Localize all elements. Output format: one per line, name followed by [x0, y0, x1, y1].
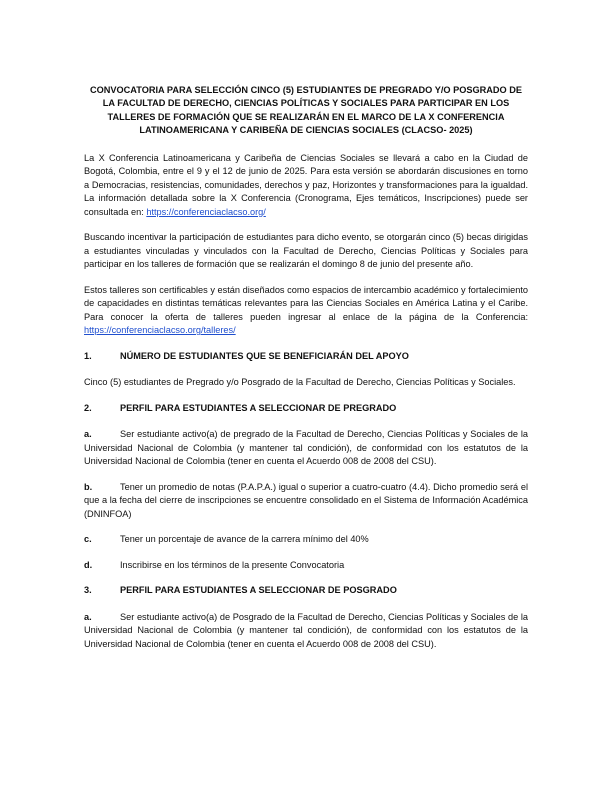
section-heading-1	[84, 350, 528, 364]
document-page	[84, 84, 528, 663]
intro-paragraph	[84, 152, 528, 220]
list-item	[84, 611, 528, 652]
item-text: Tener un promedio de notas (P.A.P.A.) igual o superior a cuatro-cuatro (4.4). Dicho promedio será el que a la fecha del cierre de inscripciones se encuentre consolidado en el Sistema de Información Académica (DNINFOA)	[84, 481, 528, 519]
item-letter: b.	[84, 481, 93, 492]
item-letter: d.	[84, 559, 93, 570]
intro-text: La X Conferencia Latinoamericana y Caribeña de Ciencias Sociales se llevará a cabo en la Ciudad de Bogotá, Colombia, entre el 9 y el 12 de junio de 2025. Para esta versión se abordarán discusiones en torno a Democracias, resistencias, comunidades, derechos y paz, Horizontes y transformaciones para la igualdad. La información detallada sobre la X Conferencia (Cronograma, Ejes temáticos, Inscripciones) puede ser consultada en:	[84, 152, 528, 217]
document-title: CONVOCATORIA PARA SELECCIÓN CINCO (5) ESTUDIANTES DE PREGRADO Y/O POSGRADO DE LA FACULTAD DE DERECHO, CIENCIAS POLÍTICAS Y SOCIALES PARA PARTICIPAR EN LOS TALLERES DE FORMACIÓN QUE SE REALIZARÁN EN EL MARCO DE LA X CONFERENCIA LATINOAMERICANA Y CARIBEÑA DE CIENCIAS SOCIALES (CLACSO- 2025)	[89, 85, 523, 136]
workshops-link[interactable]: https://conferenciaclacso.org/talleres/	[84, 325, 236, 336]
list-item	[84, 481, 528, 522]
item-text: Ser estudiante activo(a) de Posgrado de la Facultad de Derecho, Ciencias Políticas y Sociales de la Universidad Nacional de Colombia (y mantener tal condición), de conformidad con los estatutos de la Universidad Nacional de Colombia (tener en cuenta el Acuerdo 008 de 2008 del CSU).	[84, 611, 528, 649]
scholarship-paragraph: Buscando incentivar la participación de estudiantes para dicho evento, se otorgarán cinco (5) becas dirigidas a estudiantes vinculadas y vinculados con la Facultad de Derecho, Ciencias Políticas y Sociales para participar en los talleres de formación que se realizarán el domingo 8 de junio del presente año.	[84, 232, 528, 270]
section-title: NÚMERO DE ESTUDIANTES QUE SE BENEFICIARÁN DEL APOYO	[120, 350, 409, 361]
section-number: 1.	[84, 350, 92, 361]
list-item	[84, 559, 528, 573]
section-title: PERFIL PARA ESTUDIANTES A SELECCIONAR DE PREGRADO	[120, 402, 397, 413]
workshops-text: Estos talleres son certificables y están diseñados como espacios de intercambio académico y fortalecimiento de capacidades en distintas temáticas relevantes para las Ciencias Sociales en América Latina y el Caribe. Para conocer la oferta de talleres pueden ingresar al enlace de la página de la Conferencia:	[84, 284, 528, 322]
item-text: Tener un porcentaje de avance de la carrera mínimo del 40%	[120, 534, 369, 545]
section-1-text: Cinco (5) estudiantes de Pregrado y/o Posgrado de la Facultad de Derecho, Ciencias Políticas y Sociales.	[84, 377, 516, 388]
item-text: Ser estudiante activo(a) de pregrado de la Facultad de Derecho, Ciencias Políticas y Sociales de la Universidad Nacional de Colombia (y mantener tal condición), de conformidad con los estatutos de la Universidad Nacional de Colombia (tener en cuenta el Acuerdo 008 de 2008 del CSU).	[84, 429, 528, 467]
section-title: PERFIL PARA ESTUDIANTES A SELECCIONAR DE POSGRADO	[120, 585, 397, 596]
list-item	[84, 428, 528, 469]
list-item	[84, 533, 528, 547]
item-letter: a.	[84, 611, 92, 622]
section-number: 2.	[84, 402, 92, 413]
section-heading-3	[84, 584, 528, 598]
section-heading-2	[84, 402, 528, 416]
item-letter: a.	[84, 429, 92, 440]
section-number: 3.	[84, 585, 92, 596]
item-letter: c.	[84, 534, 92, 545]
workshops-paragraph	[84, 284, 528, 338]
item-text: Inscribirse en los términos de la presente Convocatoria	[120, 559, 345, 570]
conference-link[interactable]: https://conferenciaclacso.org/	[146, 206, 266, 217]
